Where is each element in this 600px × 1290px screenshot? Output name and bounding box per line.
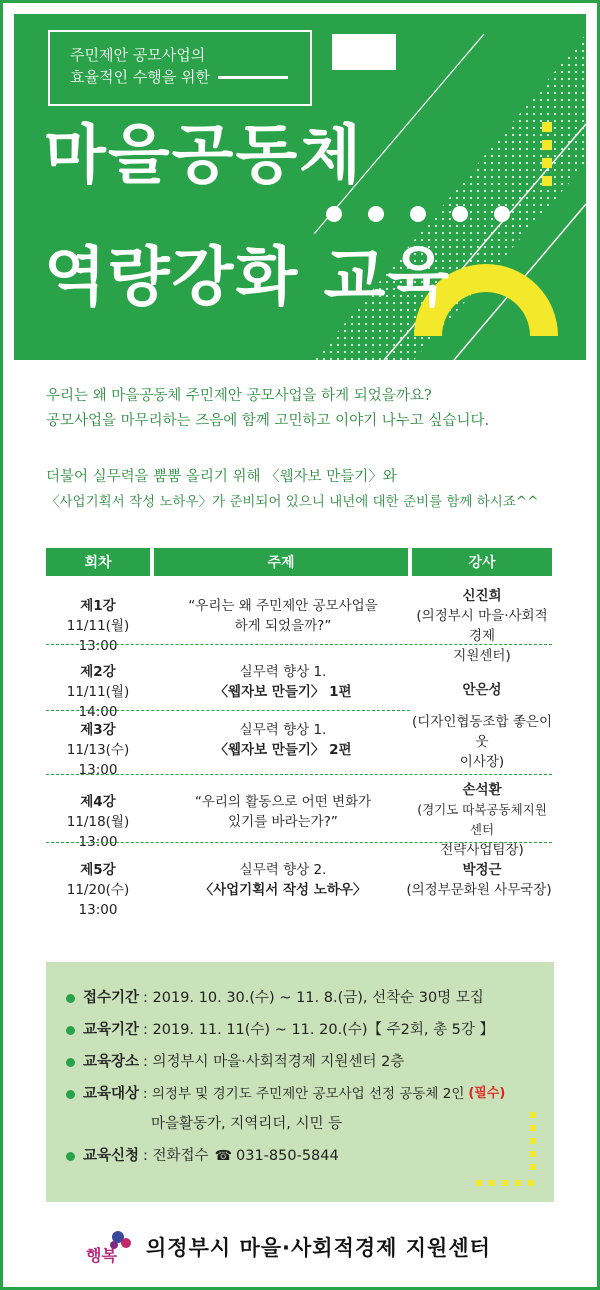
info-label: 교육신청 (83, 1148, 140, 1164)
session-name: 제4강 (80, 794, 116, 810)
info-value: : 전화접수 (143, 1148, 209, 1164)
header-topic: 주제 (154, 548, 408, 576)
info-box (46, 962, 554, 1202)
instructor-name: 손석환 (462, 782, 502, 798)
header-instructor: 강사 (412, 548, 552, 576)
footer-org-name: 의정부시 마을·사회적경제 지원센터 (146, 1236, 491, 1260)
table-row (46, 716, 552, 778)
row-divider (46, 710, 410, 711)
info-value: : 2019. 11. 11(수) ~ 11. 20.(수)【 주2회, 총 5강 】 (143, 1022, 495, 1038)
schedule-table (46, 548, 552, 918)
topic-line: “우리는 왜 주민제안 공모사업을 (188, 598, 378, 614)
info-corner-decoration (46, 962, 554, 1202)
intro-box-line1: 주민제안 공모사업의 (70, 46, 206, 64)
topic-line: 〈웹자보 만들기〉 2편 (214, 742, 352, 758)
table-header (46, 548, 552, 576)
session-date: 11/13(수) 13:00 (66, 742, 130, 778)
logo-text: 행복 (86, 1246, 117, 1265)
intro-line-4: 〈사업기획서 작성 노하우〉가 준비되어 있으니 내년에 대한 준비를 함께 하시죠^^ (46, 494, 539, 510)
topic-line: “우리의 활동으로 어떤 변화가 (194, 794, 372, 810)
phone-icon: ☎ (214, 1148, 233, 1164)
required-badge: (필수) (468, 1086, 506, 1101)
session-name: 제3강 (80, 722, 116, 738)
instructor-org: 이사장) (459, 754, 505, 770)
info-label: 교육장소 (83, 1054, 140, 1070)
intro-line-3: 더불어 실무력을 뿜뿜 올리기 위해 〈웹자보 만들기〉와 (46, 469, 397, 485)
instructor-org: 지원센터) (453, 648, 511, 664)
intro-box-bar (218, 76, 288, 79)
intro-box (48, 30, 312, 106)
hero-banner (14, 14, 586, 360)
session-date: 11/11(월) 13:00 (66, 618, 130, 654)
intro-paragraph-2 (46, 465, 566, 515)
session-date: 11/20(수) 13:00 (66, 882, 130, 918)
intro-line-1: 우리는 왜 마을공동체 주민제안 공모사업을 하게 되었을까요? (46, 388, 432, 404)
header-session: 회차 (46, 548, 150, 576)
instructor-name: 신진희 (462, 588, 502, 604)
info-value: : 의정부시 마을·사회적경제 지원센터 2층 (143, 1054, 405, 1070)
session-date: 11/11(월) 14:00 (66, 684, 130, 720)
topic-line: 있기를 바라는가?” (228, 814, 338, 830)
row-divider (46, 774, 552, 775)
intro-box-line2: 효율적인 수행을 위한 (70, 68, 210, 86)
instructor-org: (경기도 따복공동체지원센터 (417, 802, 547, 837)
title-line-2: 역량강화 교육 (44, 241, 452, 315)
table-row (46, 858, 552, 918)
instructor-org: (디자인협동조합 좋은이웃 (412, 714, 552, 750)
session-name: 제5강 (80, 862, 116, 878)
info-value: : 의정부 및 경기도 주민제안 공모사업 선정 공동체 2인 (143, 1086, 465, 1102)
topic-line: 하게 되었을까?” (234, 618, 332, 634)
instructor-org: 전략사업팀장) (440, 842, 524, 858)
white-rect-decoration (332, 34, 396, 70)
topic-line: 실무력 향상 1. (239, 664, 327, 680)
row-divider (46, 644, 552, 645)
intro-line-2: 공모사업을 마무리하는 즈음에 함께 고민하고 이야기 나누고 싶습니다. (46, 413, 490, 429)
info-label: 교육대상 (83, 1086, 140, 1102)
topic-line: 〈웹자보 만들기〉 1편 (214, 684, 352, 700)
topic-line: 〈사업기획서 작성 노하우〉 (199, 882, 367, 898)
topic-line: 실무력 향상 1. (239, 722, 327, 738)
intro-paragraph-1 (46, 384, 566, 434)
info-value: : 2019. 10. 30.(수) ~ 11. 8.(금), 선착순 30명 모집 (143, 990, 484, 1006)
info-label: 접수기간 (83, 990, 140, 1006)
info-value: 마을활동가, 지역리더, 시민 등 (151, 1116, 343, 1132)
instructor-name: 박정근 (462, 862, 502, 878)
topic-line: 실무력 향상 2. (239, 862, 327, 878)
table-row (46, 588, 552, 664)
row-divider (46, 842, 552, 843)
table-row (46, 782, 552, 858)
logo-icon (80, 1225, 140, 1269)
instructor-org: (의정부시 마을·사회적경제 (416, 608, 548, 644)
session-name: 제2강 (80, 664, 116, 680)
phone-number: 031-850-5844 (236, 1148, 339, 1164)
title-line-1: 마을공동체 (44, 119, 364, 193)
session-name: 제1강 (80, 598, 116, 614)
info-label: 교육기간 (83, 1022, 140, 1038)
instructor-org: (의정부문화원 사무국장) (406, 882, 552, 898)
instructor-name: 안은성 (462, 682, 502, 698)
session-date: 11/18(월) 13:00 (66, 814, 130, 850)
